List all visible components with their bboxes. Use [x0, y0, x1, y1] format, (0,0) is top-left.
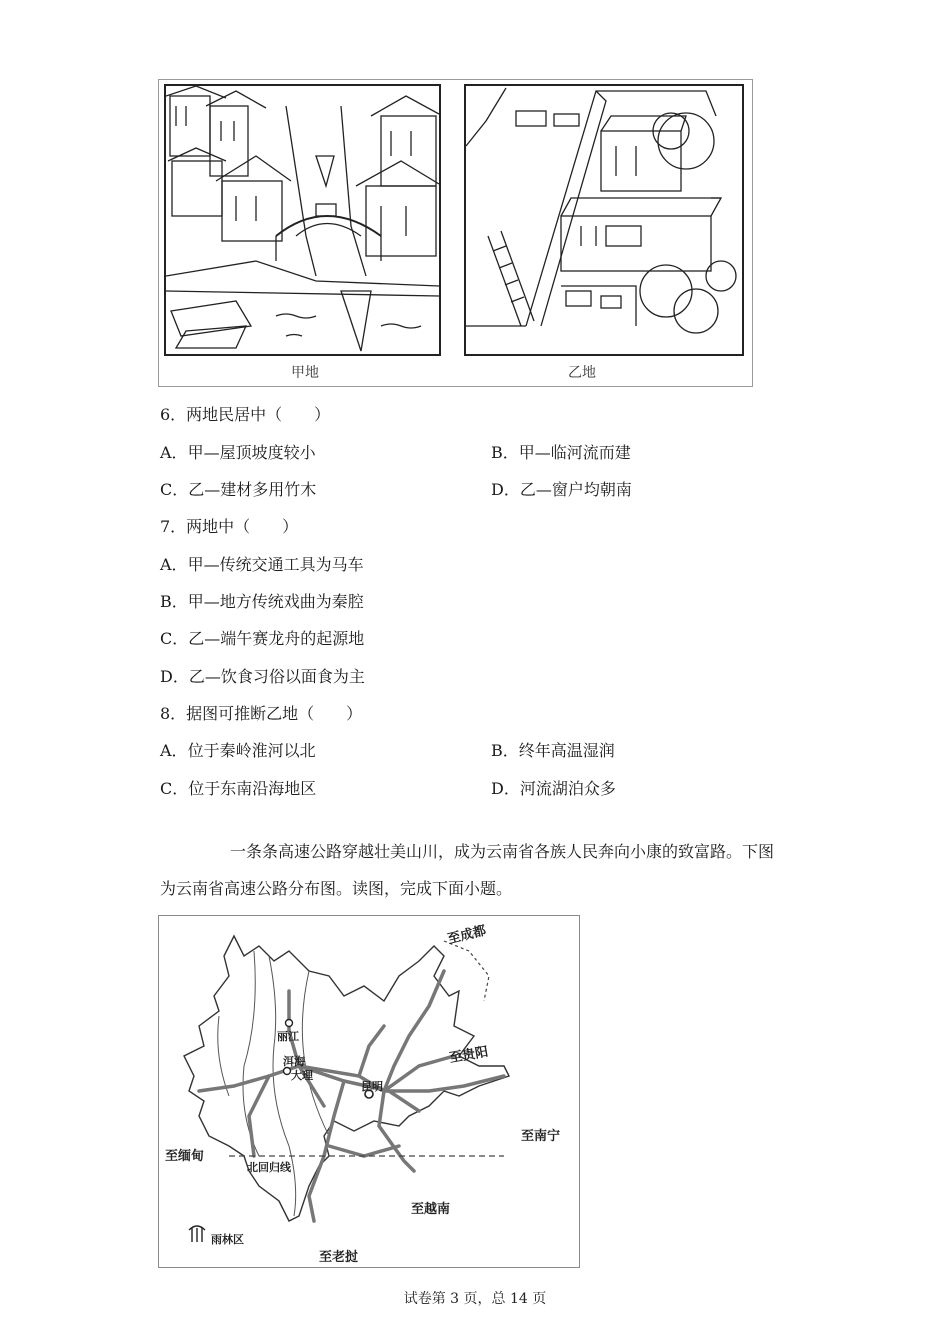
question-8-stem: 8．据图可推断乙地（ ）: [160, 704, 363, 723]
jia-sketch: [164, 84, 441, 356]
question-6-stem: 6．两地民居中（ ）: [160, 405, 331, 424]
label-to-myanmar: 至缅甸: [165, 1149, 205, 1164]
q6-option-d[interactable]: D．乙—窗户均朝南: [491, 480, 632, 499]
yi-sketch: [464, 84, 744, 356]
q6-option-b[interactable]: B．甲—临河流而建: [491, 443, 631, 462]
q7-option-d[interactable]: D．乙—饮食习俗以面食为主: [160, 667, 365, 686]
label-to-nanning: 至南宁: [521, 1129, 561, 1144]
label-tropic: 北回归线: [247, 1161, 291, 1174]
q7-option-c[interactable]: C．乙—端午赛龙舟的起源地: [160, 629, 365, 648]
label-to-laos: 至老挝: [319, 1250, 359, 1265]
q6-option-c[interactable]: C．乙—建材多用竹木: [160, 480, 317, 499]
q8-option-a[interactable]: A．位于秦岭淮河以北: [160, 741, 316, 760]
label-dali: 大理: [291, 1069, 313, 1082]
q7-option-a[interactable]: A．甲—传统交通工具为马车: [160, 555, 364, 574]
label-to-chengdu: 至成都: [446, 923, 488, 948]
label-rainforest: 雨林区: [211, 1233, 244, 1246]
q7-option-b[interactable]: B．甲—地方传统戏曲为秦腔: [160, 592, 364, 611]
q6-option-a[interactable]: A．甲—屋顶坡度较小: [160, 443, 316, 462]
q8-option-d[interactable]: D．河流湖泊众多: [491, 779, 616, 798]
page-footer: 试卷第 3 页，总 14 页: [403, 1291, 547, 1307]
passage-line-2: 为云南省高速公路分布图。读图，完成下面小题。: [160, 879, 513, 898]
q8-option-c[interactable]: C．位于东南沿海地区: [160, 779, 317, 798]
figure-residences: [158, 79, 753, 387]
label-lijiang: 丽江: [277, 1030, 299, 1043]
label-to-guiyang: 至贵阳: [448, 1044, 490, 1067]
label-kunming: 昆明: [361, 1080, 383, 1093]
question-7-stem: 7．两地中（ ）: [160, 517, 299, 536]
q8-option-b[interactable]: B．终年高温湿润: [491, 741, 615, 760]
courtyard-drawing: [466, 86, 742, 354]
yunnan-highway-map: [158, 915, 580, 1268]
caption-yi: 乙地: [568, 365, 596, 381]
water-town-drawing: [166, 86, 439, 354]
label-to-vietnam: 至越南: [411, 1202, 451, 1217]
passage-line-1: 一条条高速公路穿越壮美山川，成为云南省各族人民奔向小康的致富路。下图: [230, 842, 775, 861]
caption-jia: 甲地: [291, 365, 319, 381]
label-erhai: 洱海: [283, 1055, 305, 1068]
